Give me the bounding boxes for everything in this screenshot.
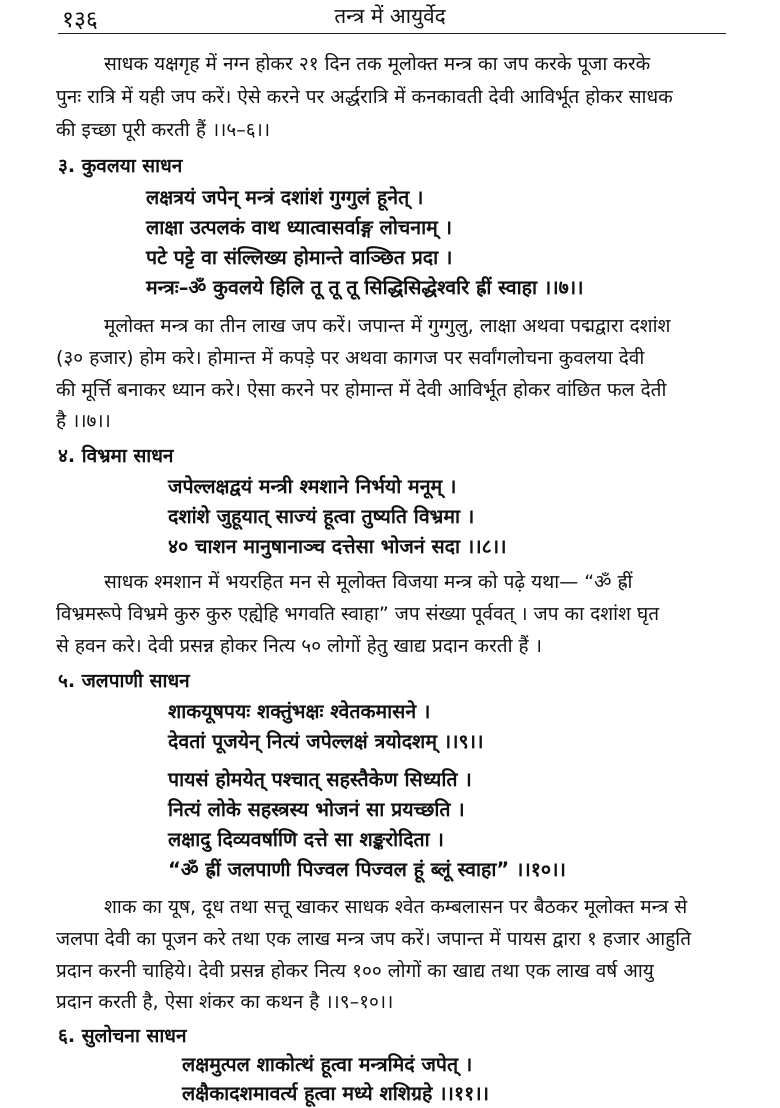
verse-line: पटे पट्टे वा संल्लिख्य होमान्ते वाञ्छित प्रदा । — [146, 246, 453, 269]
verse-line: ४० चाशन मानुषानाञ्च दत्तेसा भोजनं सदा ।।८।। — [168, 535, 507, 558]
paragraph-line: की मूर्त्ति बनाकर ध्यान करे। ऐसा करने पर होमान्त में देवी आविर्भूत होकर वांछित फल देती — [56, 379, 667, 401]
verse-line: नित्यं लोके सहस्त्रस्य भोजनं सा प्रयच्छति । — [168, 798, 465, 821]
verse-line: जपेल्लक्षद्वयं मन्त्री श्मशाने निर्भयो मनूम् । — [168, 475, 457, 498]
running-title: तन्त्र में आयुर्वेद — [334, 4, 446, 28]
paragraph-line: की इच्छा पूरी करती हैं ।।५–६।। — [56, 119, 271, 141]
verse-line: लक्षादु दिव्यवर्षाणि दत्ते सा शङ्करोदिता । — [168, 828, 444, 851]
paragraph-line: प्रदान करती है, ऐसा शंकर का कथन है ।।९–१०।। — [56, 991, 394, 1013]
paragraph-line: (३० हजार) होम करे। होमान्त में कपड़े पर अथवा कागज पर सर्वांगलोचना कुवलया देवी — [56, 347, 645, 369]
paragraph-line: शाक का यूष, दूध तथा सत्तू खाकर साधक श्वेत कम्बलासन पर बैठकर मूलोक्त मन्त्र से — [104, 896, 688, 918]
verse-line: लक्षत्रयं जपेन् मन्त्रं दशांशं गुग्गुलं हूनेत् । — [146, 186, 424, 209]
section-heading: ५. जलपाणी साधन — [58, 670, 190, 692]
page-number: १३६ — [62, 7, 98, 33]
verse-line: लक्षैकादशमावर्त्य हूत्वा मध्ये शशिग्रहे ।।११।। — [182, 1082, 490, 1105]
paragraph-line: से हवन करे। देवी प्रसन्न होकर नित्य ५० लोगों हेतु खाद्य प्रदान करती हैं । — [56, 635, 542, 657]
paragraph-line: पुनः रात्रि में यही जप करें। ऐसे करने पर अर्द्धरात्रि में कनकावती देवी आविर्भूत होकर साधक — [56, 86, 673, 108]
verse-line: देवतां पूजयेन् नित्यं जपेल्लक्षं त्रयोदशम् ।।९।। — [168, 730, 484, 753]
section-heading: ४. विभ्रमा साधन — [58, 445, 174, 467]
paragraph-line: साधक यक्षगृह में नग्न होकर २१ दिन तक मूलोक्त मन्त्र का जप करके पूजा करके — [104, 53, 651, 75]
header-rule — [58, 33, 726, 34]
mantra-line: “ॐ ह्रीं जलपाणी पिज्वल पिज्वल हूं ब्लूं स्वाहा” ।।१०।। — [168, 858, 566, 881]
paragraph-line: प्रदान करनी चाहिये। देवी प्रसन्न होकर नित्य १०० लोगों का खाद्य तथा एक लाख वर्ष आयु — [56, 960, 654, 982]
section-heading: ६. सुलोचना साधन — [58, 1025, 187, 1047]
verse-line: लक्षमुत्पल शाकोत्थं हूत्वा मन्त्रमिदं जपेत् । — [182, 1053, 473, 1076]
paragraph-line: मूलोक्त मन्त्र का तीन लाख जप करें। जपान्त में गुग्गुलु, लाक्षा अथवा पद्मद्वारा दशांश — [104, 315, 671, 337]
verse-line: शाकयूषपयः शक्तुंभक्षः श्वेतकमासने । — [168, 700, 431, 723]
paragraph-line: विभ्रमरूपे विभ्रमे कुरु कुरु एह्येहि भगवति स्वाहा” जप संख्या पूर्ववत् । जप का दशांश घृत — [56, 603, 660, 625]
mantra-line: मन्त्रः–ॐ कुवलये हिलि तू तू तू सिद्धिसिद्धेश्वरि ह्रीं स्वाहा ।।७।। — [146, 276, 584, 299]
section-heading: ३. कुवलया साधन — [58, 155, 183, 177]
paragraph-line: है ।।७।। — [56, 410, 111, 432]
verse-line: पायसं होमयेत् पश्चात् सहस्तैकेण सिध्यति । — [168, 768, 472, 791]
verse-line: दशांशे जुहूयात् साज्यं हूत्वा तुष्यति विभ्रमा । — [168, 505, 475, 528]
paragraph-line: जलपा देवी का पूजन करे तथा एक लाख मन्त्र जप करें। जपान्त में पायस द्वारा १ हजार आहुति — [56, 928, 692, 950]
verse-line: लाक्षा उत्पलकं वाथ ध्यात्वासर्वाङ्ग लोचनाम् । — [146, 216, 452, 239]
paragraph-line: साधक श्मशान में भयरहित मन से मूलोक्त विजया मन्त्र को पढ़े यथा— “ॐ ह्रीं — [104, 571, 633, 593]
